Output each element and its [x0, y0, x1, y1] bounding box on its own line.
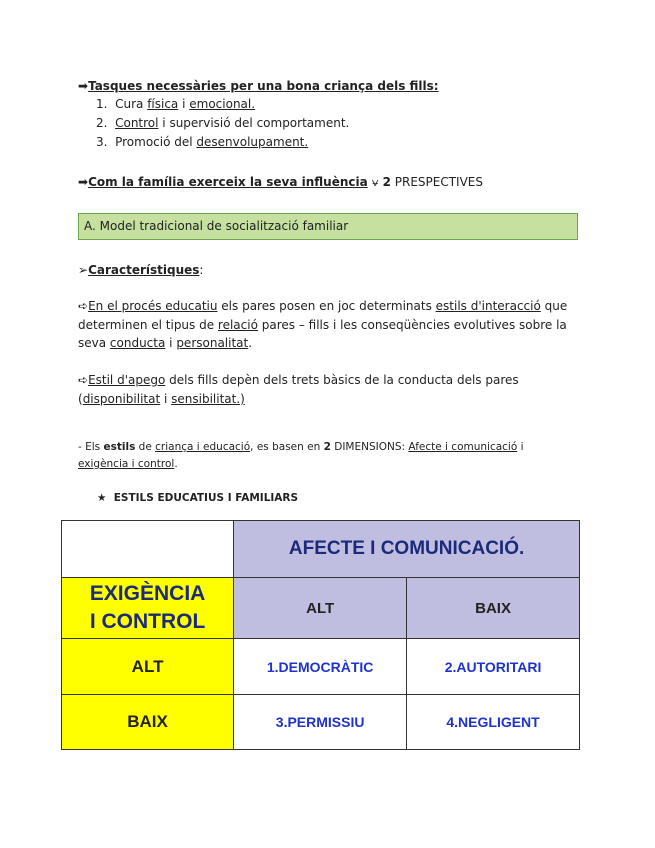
model-tradicional-label: A. Model tradicional de socialització familiar: [84, 219, 349, 233]
paragraph-line: [78, 391, 245, 407]
col-alt-label: ALT: [306, 599, 335, 617]
col-baix-cell: [407, 578, 580, 639]
paragraph-line: [78, 298, 567, 314]
arrowhead-icon: ➢: [78, 263, 89, 277]
text-underlined: conducta: [109, 336, 166, 350]
caracteristiques-title: Característiques: [88, 263, 200, 277]
paragraph-line: [78, 372, 519, 388]
list-number: 3.: [96, 135, 108, 149]
list-text-underlined: desenvolupament.: [196, 135, 309, 149]
text: determinen el tipus de: [78, 318, 218, 332]
colon: :: [199, 263, 204, 277]
negligent-label: 4.NEGLIGENT: [446, 714, 540, 730]
text: i: [160, 392, 172, 406]
list-item: [96, 115, 349, 131]
list-text-underlined: física: [147, 97, 179, 111]
list-text: Promoció del: [115, 135, 197, 149]
row-baix-label: BAIX: [127, 712, 168, 731]
star-item-label: ESTILS EDUCATIUS I FAMILIARS: [113, 492, 299, 504]
heading-tasques: [78, 78, 439, 94]
democratic-cell: [234, 639, 407, 695]
permissiu-label: 3.PERMISSIU: [275, 714, 365, 730]
democratic-label: 1.DEMOCRÀTIC: [266, 658, 374, 675]
arrow-right-icon: ➡: [78, 79, 89, 93]
text-bold: 2: [323, 441, 331, 453]
text: , es basen en: [250, 441, 324, 453]
list-number: 1.: [96, 97, 108, 111]
text-underlined: estils d'interacció: [435, 299, 541, 313]
model-tradicional-box: [78, 213, 578, 240]
star-icon: ★: [97, 492, 107, 504]
text: - Els: [78, 441, 104, 453]
text: (: [78, 392, 83, 406]
list-text-underlined: Control: [115, 116, 159, 130]
exigencia-header-line2: I CONTROL: [89, 610, 206, 633]
bullet-arrow-icon: ➪: [78, 373, 89, 387]
paragraph-line: [78, 456, 178, 472]
paragraph-line: [78, 317, 567, 333]
text: i: [517, 441, 524, 453]
col-alt-cell: [234, 578, 407, 639]
autoritari-cell: [407, 639, 580, 695]
row-baix-cell: [62, 695, 234, 750]
text: de: [135, 441, 156, 453]
exigencia-header-line1: EXIGÈNCIA: [89, 582, 206, 605]
list-text-underlined: emocional.: [189, 97, 256, 111]
arrow-right-icon: ➡: [78, 175, 89, 189]
text-underlined: En el procés educatiu: [88, 299, 218, 313]
perspective-count: 2: [382, 175, 391, 189]
text-underlined: relació: [217, 318, 258, 332]
estils-table: [61, 520, 580, 750]
text-underlined: Afecte i comunicació: [408, 441, 518, 453]
heading-tasques-title: Tasques necessàries per una bona criança dels fills:: [88, 79, 439, 93]
text-bold: estils: [103, 441, 136, 453]
table-corner-cell: [62, 521, 234, 578]
text: que: [540, 299, 568, 313]
text: seva: [78, 336, 110, 350]
text: .: [248, 336, 253, 350]
text: els pares posen en joc determinats: [217, 299, 436, 313]
autoritari-label: 2.AUTORITARI: [444, 658, 542, 675]
afecte-header-cell: [234, 521, 580, 578]
text-underlined: Estil d'apego: [88, 373, 166, 387]
list-text: i: [178, 97, 190, 111]
perspective-label: PRESPECTIVES: [390, 175, 483, 189]
text: .: [174, 458, 178, 470]
negligent-cell: [407, 695, 580, 750]
col-baix-label: BAIX: [475, 599, 511, 617]
missing-glyph-icon: ⍱: [371, 175, 379, 189]
text-underlined: criança i educació: [155, 441, 251, 453]
row-alt-label: ALT: [131, 656, 164, 676]
text: pares – fills i les conseqüències evolutives sobre la: [257, 318, 567, 332]
paragraph-line: [78, 335, 252, 351]
star-list-item: [97, 490, 298, 506]
list-text: i supervisió del comportament.: [158, 116, 350, 130]
row-alt-cell: [62, 639, 234, 695]
text: dels fills depèn dels trets bàsics de la conducta dels pares: [165, 373, 519, 387]
list-text: Cura: [115, 97, 148, 111]
heading-influencia-title: Com la família exerceix la seva influència: [88, 175, 368, 189]
text-underlined: disponibilitat: [82, 392, 161, 406]
exigencia-header-cell: [62, 578, 234, 639]
text-underlined: exigència i control: [78, 458, 175, 470]
permissiu-cell: [234, 695, 407, 750]
paragraph-line: [78, 439, 524, 455]
list-number: 2.: [96, 116, 108, 130]
bullet-arrow-icon: ➪: [78, 299, 89, 313]
heading-influencia: [78, 174, 483, 190]
list-item: [96, 96, 255, 112]
afecte-header: AFECTE I COMUNICACIÓ.: [288, 538, 525, 559]
heading-caracteristiques: [78, 262, 203, 278]
text-underlined: sensibilitat.): [171, 392, 245, 406]
list-item: [96, 134, 308, 150]
text: i: [165, 336, 177, 350]
text-underlined: personalitat: [176, 336, 249, 350]
text: DIMENSIONS:: [330, 441, 409, 453]
